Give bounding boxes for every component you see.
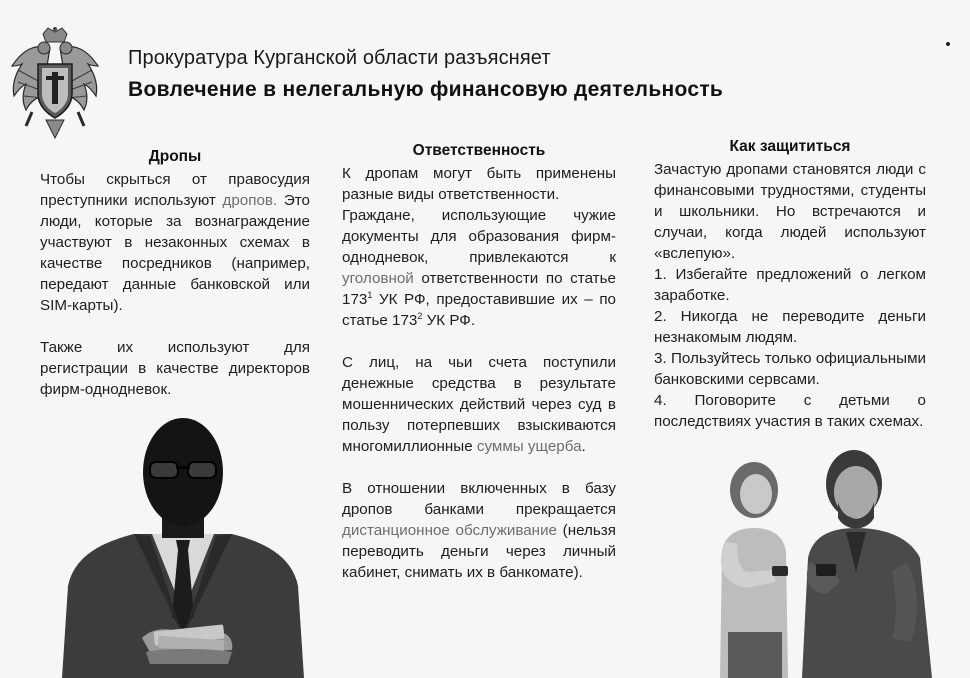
document-title: Вовлечение в нелегальную финансовую деятельность [128,78,724,101]
resp-p2-c: ответственности по статье 173 [342,270,616,308]
protection-heading: Как защититься [729,138,851,155]
damages-term: суммы ущерба [476,438,582,455]
resp-p3-a: С лиц, на чьи счета поступили денежные средства в результате мошеннических действий через суд в пользу потерпевших взыскиваются многомиллионные [342,354,616,455]
resp-p2-e: УК РФ. [422,312,476,329]
drops-paragraph-1 [40,169,310,316]
column-responsibility [342,140,616,583]
protection-intro: Зачастую дропами становятся люди с финансовыми трудностями, студенты и школьники. Но встречаются и случаи, когда людей используют «вслепую». [654,161,926,262]
list-item: 1. Избегайте предложений о легком заработке. [654,266,926,304]
masked-man-illustration [62,416,304,678]
remote-service-term: дистанционное обслуживание [342,522,557,539]
scan-dot [946,42,950,46]
resp-p3-c: . [581,438,586,455]
responsibility-heading: Ответственность [412,142,546,159]
column-protection [654,136,926,432]
resp-p4-c: (нельзя переводить деньги через личный кабинет, снимать их в банкомате). [342,522,616,581]
responsibility-paragraph-3 [342,352,616,457]
responsibility-paragraph-1: К дропам могут быть применены разные виды ответственности. [342,165,616,203]
resp-p2-a: Граждане, использующие чужие документы для образования фирм-однодневок, привлекаются к [342,207,616,266]
protection-list [654,264,926,432]
criminal-term: уголовной [342,270,414,287]
article-sup-2: 2 [417,310,423,321]
responsibility-paragraph-2 [342,205,616,331]
organization-title: Прокуратура Курганской области разъясняет [128,47,551,69]
resp-p4-a: В отношении включенных в базу дропов банками прекращается [342,480,616,518]
drops-paragraph-2: Также их используют для регистрации в качестве директоров фирм-однодневок. [40,339,310,398]
list-item: 2. Никогда не переводите деньги незнакомым людям. [654,308,926,346]
resp-p2-d: УК РФ, предоставившие их – по статье 173 [342,291,616,329]
drops-term: дропов. [222,192,278,209]
drops-p1-text: Чтобы скрыться от правосудия преступники используют [40,171,310,209]
prosecutor-emblem-icon [6,26,104,142]
responsibility-paragraph-4 [342,478,616,583]
list-item: 4. Поговорите с детьми о последствиях участия в таких схемах. [654,392,926,430]
drops-p1-rest: Это люди, которые за вознаграждение участвуют в незаконных схемах в качестве посредников (например, передают данные банковской или SIM-карты). [40,192,310,314]
column-drops [40,146,310,400]
drops-heading: Дропы [148,148,202,165]
article-sup-1: 1 [367,289,373,300]
father-child-illustration [706,432,946,678]
list-item: 3. Пользуйтесь только официальными банковскими сервсами. [654,350,926,388]
